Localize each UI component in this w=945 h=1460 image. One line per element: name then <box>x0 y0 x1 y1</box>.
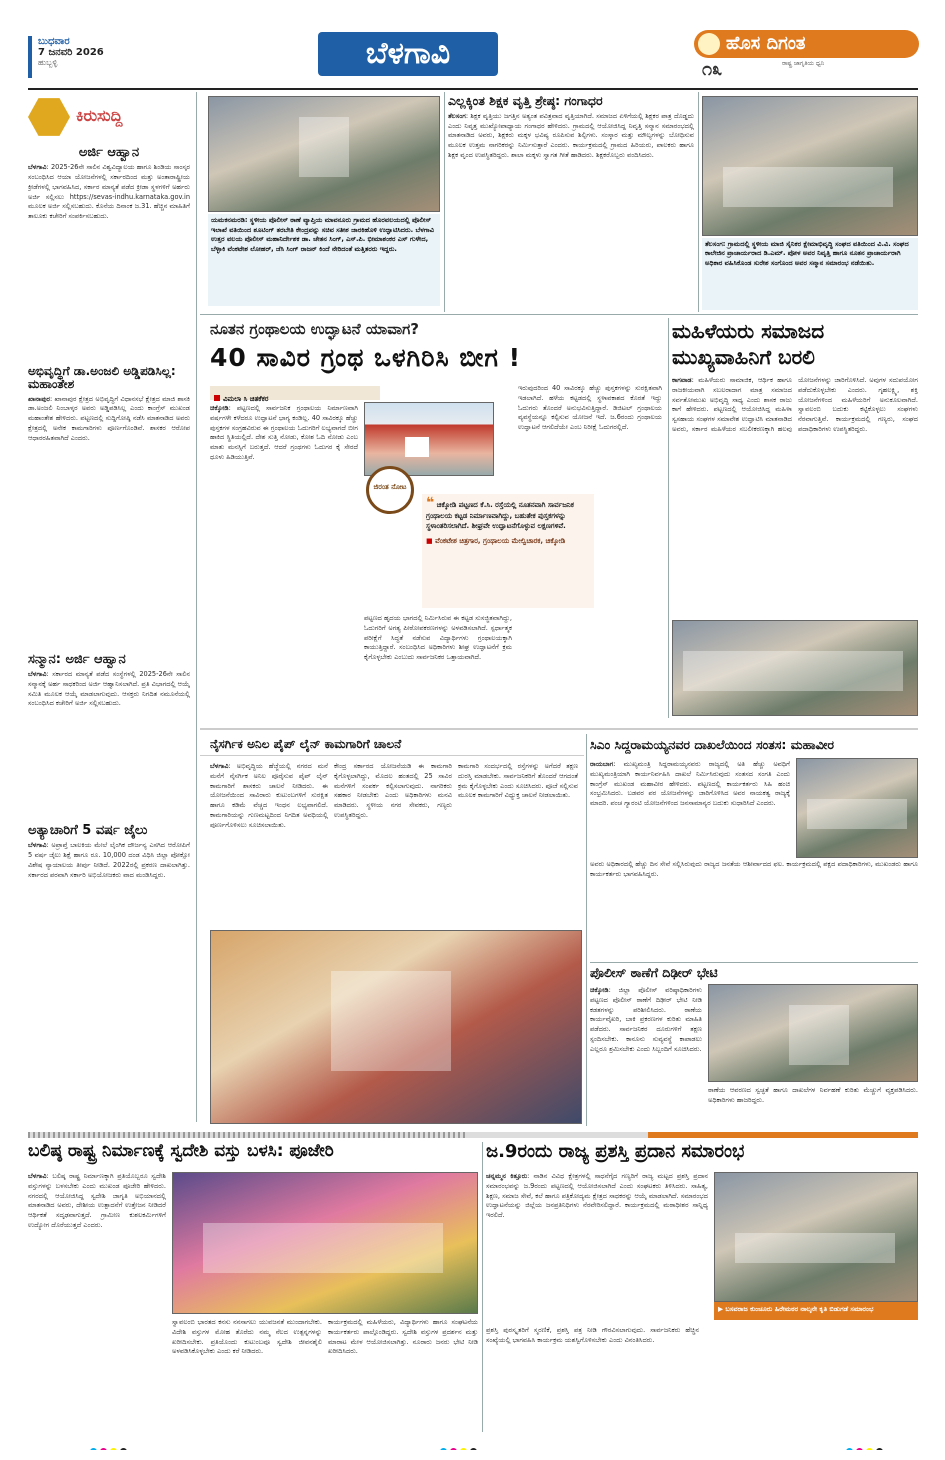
pen-icon <box>214 395 220 401</box>
quote-icon: ❝ <box>426 495 435 511</box>
book-release-photo <box>714 1172 918 1302</box>
story-body-cont: ಅವರು ಅಧಿಕಾರದಲ್ಲಿ ಹೆಚ್ಚು ದಿನ ಸೇವೆ ಸಲ್ಲಿಸಿರುವುದು ರಾಜ್ಯದ ಜನತೆಯ ಆಶೀರ್ವಾದದ ಫಲ. ಕಾರ್ಯಕ್ರಮದಲ್ಲಿ ಪಕ್ಷದ ಪದಾಧಿಕಾರಿಗಳು, ಮುಖಂಡರು ಹಾಗೂ ಕಾರ್ಯಕರ್ತರು ಭಾಗವಹಿಸಿದ್ದರು. <box>590 860 918 878</box>
byline-text: ವಿಮಲಾ ಸಿ ಚಿತಕೆಕರ <box>223 395 269 403</box>
story-body-cont: ಠಾಣೆಯ ಆವರಣದ ಸ್ವಚ್ಛತೆ ಹಾಗೂ ದಾಖಲೆಗಳ ನಿರ್ವಹಣೆ ಕುರಿತು ಮೆಚ್ಚುಗೆ ವ್ಯಕ್ತಪಡಿಸಿದರು. ಅಧಿಕಾರಿಗಳು ಹಾಜರಿದ್ದರು. <box>708 1086 918 1104</box>
story-place: ಚಿಕ್ಕೋಡಿ <box>590 986 609 994</box>
registration-marks-center <box>440 1440 520 1450</box>
date-label: 7 ಜನವರಿ 2026 <box>38 47 104 58</box>
police-visit-photo <box>708 984 918 1082</box>
day-label: ಬುಧವಾರ <box>38 36 70 47</box>
story-place: ಚಿಕ್ಕೋಡಿ <box>210 404 229 412</box>
brief-text: ಖಾನಾಪುರ ಕ್ಷೇತ್ರದ ಅಭಿವೃದ್ಧಿಗೆ ವಿಧಾನಸಭೆ ಕ್ಷೇತ್ರದ ಮಾಜಿ ಶಾಸಕಿ ಡಾ.ಅಂಜಲಿ ನಿಂಬಾಳ್ಕರ ಅವರು ಅಡ್ಡಿಪಡಿಸಿಲ್ಲ ಎಂದು ಕಾಂಗ್ರೆಸ್ ಮುಖಂಡ ಮಹಾಂತೇಶ ಹೇಳಿದರು. ಪಟ್ಟಣದಲ್ಲಿ ಸುದ್ದಿಗೋಷ್ಠಿ ನಡೆಸಿ ಮಾತನಾಡಿದ ಅವರು ಕ್ಷೇತ್ರದಲ್ಲಿ ಅನೇಕ ಕಾಮಗಾರಿಗಳು ಪೂರ್ಣಗೊಂಡಿವೆ. ಶಾಸಕರ ಆರೋಪ ಆಧಾರರಹಿತವಾಗಿದೆ ಎಂದರು. <box>28 394 190 442</box>
swadeshi-col3: ಕಾರ್ಯಕ್ರಮದಲ್ಲಿ ಮಹಿಳೆಯರು, ವಿದ್ಯಾರ್ಥಿಗಳು ಹಾಗೂ ಸಂಘಟನೆಯ ಕಾರ್ಯಕರ್ತರು ಪಾಲ್ಗೊಂಡಿದ್ದರು. ಸ್ವದೇಶಿ ವಸ್ತುಗಳ ಪ್ರದರ್ಶನ ಮತ್ತು ಮಾರಾಟ ಮೇಳ ಆಯೋಜಿಸಲಾಗಿತ್ತು. ನೂರಾರು ಜನರು ಭೇಟಿ ನೀಡಿ ಖರೀದಿಸಿದರು. <box>328 1318 478 1356</box>
shooting-range-photo <box>208 96 440 212</box>
section-banner <box>318 32 498 76</box>
brief-text: 2025-26ನೇ ಸಾಲಿನ ವಿಶ್ವವಿದ್ಯಾಲಯ ಹಾಗೂ ಶಿಂಡಿಯ ಸಾಂಸ್ಕರ ಸಂಬಂಧಿಸಿದ ಆಯಾ ಯೋಜನೆಗಳಲ್ಲಿ ಸರ್ಕಾರದಿಂದ ಮತ್ತು ಅಂತಾರಾಷ್ಟ್ರೀಯ ಕ್ರೀಡೆಗಳಲ್ಲಿ ಭಾಗವಹಿಸಿದ, ಸರ್ಕಾರ ಮಾನ್ಯತೆ ಪಡೆದ ಕ್ರೀಡಾ ಸ್ಥಳಗಳಿಗೆ ಅರ್ಹರು ಅರ್ಜಿ ಸಲ್ಲಿಸಲು https://sevas-indhu.karnataka.gov.in ಮೂಲಕ ಅರ್ಜಿ ಸಲ್ಲಿಸಬಹುದು. ಕೊನೆಯ ದಿನಾಂಕ ಜ.31. ಹೆಚ್ಚಿನ ಮಾಹಿತಿಗೆ ತಾಲೂಕು ಕಚೇರಿಗೆ ಸಂಪರ್ಕಿಸಬಹುದು. <box>28 163 190 221</box>
photo-caption: ಯಮಕನಮರಡಿ: ಸ್ಥಳೀಯ ಪೊಲೀಸ್ ಠಾಣೆ ವ್ಯಾಪ್ತಿಯ ಮಾವನೂರು ಗ್ರಾಮದ ಹೊರವಲಯದಲ್ಲಿ ಪೊಲೀಸ್ ಇಲಾಖೆ ವತಿಯಿಂದ ಶೂಟಿಂಗ್ ತರಬೇತಿ ಕೇಂದ್ರವನ್ನು ಸಚಿವ ಸತೀಶ ಜಾರಕಿಹೊಳಿ ಉದ್ಘಾಟಿಸಿದರು. ಬೆಳಗಾವಿ ಉತ್ತರ ವಲಯ ಪೊಲೀಸ್ ಮಹಾನಿರ್ದೇಶಕ ಡಾ. ಚೇತನ ಸಿಂಗ್, ಎಸ್.ಪಿ. ಭೀಮಾಶಂಕರ ಎಸ್ ಗುಳೇದ, ಬೆಳ್ಳಾಕಿ ವೆಂಕಟೇಶ ಲೋಹರ್, ಜೆಸಿ ಸಿಂಗ್ ರಾಜನ್ ಕಿಂದೆ ನೇರಿದಂತೆ ಮತ್ತಿತರರು ಇದ್ದರು. <box>208 214 440 306</box>
award-story <box>486 1142 918 1432</box>
brand-block <box>694 30 919 82</box>
quote-text: ಚಿಕ್ಕೋಡಿ ಪಟ್ಟಣದ ಕೆ.ಸಿ. ರಸ್ತೆಯಲ್ಲಿ ನೂತನವಾಗಿ ಸಾರ್ವಜನಿಕ ಗ್ರಂಥಾಲಯ ಕಟ್ಟಡ ನಿರ್ಮಾಣವಾಗಿದ್ದು, ಬಹುತೇಕ ಪುಸ್ತಕಗಳನ್ನು ಸ್ಥಳಾಂತರಿಸಲಾಗಿದೆ. ಶೀಘ್ರವೇ ಉದ್ಘಾಟನೆಗೊಳ್ಳುವ ಲಕ್ಷಣಗಳಿವೆ. <box>426 501 574 530</box>
brand-logo <box>694 30 919 58</box>
brief-text: ಸರ್ಕಾರದ ಮಾನ್ಯತೆ ಪಡೆದ ಸಂಸ್ಥೆಗಳಲ್ಲಿ 2025-26ನೇ ಸಾಲಿನ ಸನ್ಮಾನಕ್ಕೆ ಅರ್ಹ ಸಾಧಕರಿಂದ ಅರ್ಜಿ ಆಹ್ವಾನಿಸಲಾಗಿದೆ. ಪ್ರತಿ ವಿಭಾಗದಲ್ಲಿ ಆಯ್ಕೆ ಸಮಿತಿ ಮೂಲಕ ಆಯ್ಕೆ ಮಾಡಲಾಗುವುದು. ಆಸಕ್ತರು ನಿಗದಿತ ನಮೂನೆಯಲ್ಲಿ ಸಂಬಂಧಿಸಿದ ಕಚೇರಿಗೆ ಅರ್ಜಿ ಸಲ್ಲಿಸಬಹುದು. <box>28 669 190 708</box>
photo-caption: ತೆಲಸಂಗ: ಗ್ರಾಮದಲ್ಲಿ ಸ್ಥಳೀಯ ಮಾಜಿ ಸೈನಿಕರ ಕ್ಷೇಮಾಭಿವೃದ್ಧಿ ಸಂಘದ ವತಿಯಿಂದ ವಿ.ವಿ. ಸಂಘದ ಕಾಲೇಜಿನ ಪ್ರಾಚಾರ್ಯರಾದ ಡಿ.ಎಮ್. ಪೋಳ ಅವರ ನಿವೃತ್ತಿ ಹಾಗೂ ನೂತನ ಪ್ರಾಚಾರ್ಯರಾಗಿ ಅಧಿಕಾರ ವಹಿಸಿಕೊಂಡ ಸುರೇಶ ಸಂಗೊಂದ ಅವರ ಸನ್ಮಾನ ಸಮಾರಂಭ ನಡೆಯಿತು. <box>702 238 918 310</box>
city-label: ಹುಬ್ಬಳ್ಳಿ <box>38 58 58 67</box>
teacher-story <box>448 94 694 310</box>
story-body: ಚಿಕ್ಕೋಡಿ: ಜಿಲ್ಲಾ ಪೊಲೀಸ್ ವರಿಷ್ಠಾಧಿಕಾರಿಗಳು ಪಟ್ಟಣದ ಪೊಲೀಸ್ ಠಾಣೆಗೆ ದಿಢೀರ್ ಭೇಟಿ ನೀಡಿ ಕಡತಗಳನ್ನು ಪರಿಶೀಲಿಸಿದರು. ಠಾಣೆಯ ಕಾರ್ಯವೈಖರಿ, ಬಾಕಿ ಪ್ರಕರಣಗಳ ಕುರಿತು ಮಾಹಿತಿ ಪಡೆದರು. ಸಾರ್ವಜನಿಕರ ದೂರುಗಳಿಗೆ ತಕ್ಷಣ ಸ್ಪಂದಿಸಬೇಕು. ಕಾನೂನು ಸುವ್ಯವಸ್ಥೆ ಕಾಪಾಡಲು ಎಲ್ಲರೂ ಶ್ರಮಿಸಬೇಕು ಎಂದು ಸಿಬ್ಬಂದಿಗೆ ಸೂಚಿಸಿದರು. <box>590 986 702 1053</box>
cm-celebration-photo <box>796 758 918 858</box>
pipeline-story <box>200 734 584 1126</box>
story-place: ಬೆಳಗಾವಿ <box>210 762 229 770</box>
section-title: ಬೆಳಗಾವಿ <box>365 36 451 71</box>
brief-4 <box>28 824 190 1122</box>
library-col3: ಇರುವುದರಿಂದ 40 ಸಾವಿರಕ್ಕೂ ಹೆಚ್ಚು ಪುಸ್ತಕಗಳನ್ನು ಸುರಕ್ಷಿತವಾಗಿ ಇಡಲಾಗಿದೆ. ಹಳೆಯ ಕಟ್ಟಡದಲ್ಲಿ ಸ್ಥಳಾವಕಾಶದ ಕೊರತೆ ಇದ್ದು ಓದುಗರು ತೊಂದರೆ ಅನುಭವಿಸುತ್ತಿದ್ದಾರೆ. ಡಿಜಿಟಲ್ ಗ್ರಂಥಾಲಯ ವ್ಯವಸ್ಥೆಯನ್ನೂ ಕಲ್ಪಿಸುವ ಯೋಜನೆ ಇದೆ. ಜ.6ರಂದು ಗ್ರಂಥಾಲಯ ಉದ್ಘಾಟನೆ ಆಗಲಿದೆಯೇ ಎಂಬ ನಿರೀಕ್ಷೆ ಓದುಗರಲ್ಲಿದೆ. <box>518 384 662 432</box>
library-story <box>200 318 666 718</box>
story-place: ಕಾಗವಾಡ <box>672 376 692 384</box>
story-body: ರಾಯಬಾಗ: ಮುಖ್ಯಮಂತ್ರಿ ಸಿದ್ದರಾಮಯ್ಯನವರು ರಾಜ್ಯದಲ್ಲಿ ಅತಿ ಹೆಚ್ಚು ಅವಧಿಗೆ ಮುಖ್ಯಮಂತ್ರಿಯಾಗಿ ಕಾರ್ಯನಿರ್ವಹಿಸಿ ದಾಖಲೆ ನಿರ್ಮಿಸಿರುವುದು ಸಂತಸದ ಸಂಗತಿ ಎಂದು ಕಾಂಗ್ರೆಸ್ ಮುಖಂಡ ಮಹಾವೀರ ಹೇಳಿದರು. ಪಟ್ಟಣದಲ್ಲಿ ಕಾರ್ಯಕರ್ತರು ಸಿಹಿ ಹಂಚಿ ಸಂಭ್ರಮಿಸಿದರು. ಬಡವರ ಪರ ಯೋಜನೆಗಳನ್ನು ಜಾರಿಗೊಳಿಸಿದ ಅವರ ನಾಯಕತ್ವ ರಾಜ್ಯಕ್ಕೆ ಮಾದರಿ. ಪಂಚ ಗ್ಯಾರಂಟಿ ಯೋಜನೆಗಳಿಂದ ಜನಸಾಮಾನ್ಯರ ಬದುಕು ಸುಧಾರಿಸಿದೆ ಎಂದರು. <box>590 760 790 808</box>
brief-place: ಖಾನಾಪುರ <box>28 394 50 403</box>
story-place: ತೆಲಸಂಗ <box>448 111 466 120</box>
story-headline: ಮಹಿಳೆಯರು ಸಮಾಜದ ಮುಖ್ಯವಾಹಿನಿಗೆ ಬರಲಿ <box>672 319 825 369</box>
library-col2: ಪಟ್ಟಣದ ಹೃದಯ ಭಾಗದಲ್ಲಿ ನಿರ್ಮಿಸಿರುವ ಈ ಕಟ್ಟಡ ಸುಸಜ್ಜಿತವಾಗಿದ್ದು, ಓದುಗರಿಗೆ ಅಗತ್ಯ ಪೀಠೋಪಕರಣಗಳನ್ನು ಅಳವಡಿಸಲಾಗಿದೆ. ಸ್ಪರ್ಧಾತ್ಮಕ ಪರೀಕ್ಷೆಗೆ ಸಿದ್ಧತೆ ನಡೆಸುವ ವಿದ್ಯಾರ್ಥಿಗಳು ಗ್ರಂಥಾಲಯಕ್ಕಾಗಿ ಕಾಯುತ್ತಿದ್ದಾರೆ. ಸಂಬಂಧಿಸಿದ ಅಧಿಕಾರಿಗಳು ಶೀಘ್ರ ಉದ್ಘಾಟನೆಗೆ ಕ್ರಮ ಕೈಗೊಳ್ಳಬೇಕು ಎಂಬುದು ಸಾರ್ವಜನಿಕರ ಒತ್ತಾಯವಾಗಿದೆ. <box>364 614 512 662</box>
library-col1: ಚಿಕ್ಕೋಡಿ: ಪಟ್ಟಣದಲ್ಲಿ ಸಾರ್ವಜನಿಕ ಗ್ರಂಥಾಲಯ ನಿರ್ಮಾಣವಾಗಿ ವರ್ಷಗಳೇ ಕಳೆದರೂ ಉದ್ಘಾಟನೆ ಭಾಗ್ಯ ಕಂಡಿಲ್ಲ. 40 ಸಾವಿರಕ್ಕೂ ಹೆಚ್ಚು ಪುಸ್ತಕಗಳ ಸಂಗ್ರಹವಿರುವ ಈ ಗ್ರಂಥಾಲಯ ಓದುಗರಿಗೆ ಲಭ್ಯವಾಗದೆ ಬೀಗ ಹಾಕಿದ ಸ್ಥಿತಿಯಲ್ಲಿದೆ. ದೇಶ ಸುತ್ತಿ ನೋಡು, ಕೋಶ ಓದಿ ನೋಡು ಎಂಬ ಮಾತು ಮನಸ್ಸಿಗೆ ಬರುತ್ತದೆ. ಆದರೆ ಗ್ರಂಥಗಳು ಓದುಗರ ಕೈ ಸೇರದೆ ಧೂಳು ಹಿಡಿಯುತ್ತಿವೆ. <box>210 404 358 461</box>
stamp-text: ಜಿರಂತ ನೋಟ <box>373 483 407 491</box>
story-body: ಕಾಗವಾಡ: ಮಹಿಳೆಯರು ಸಾಮಾಜಿಕ, ಆರ್ಥಿಕ ಹಾಗೂ ರಾಜಕೀಯವಾಗಿ ಸಬಲರಾದಾಗ ಮಾತ್ರ ಸಮಾಜದ ಸರ್ವತೋಮುಖ ಅಭಿವೃದ್ಧಿ ಸಾಧ್ಯ ಎಂದು ಶಾಸಕ ರಾಜು ಕಾಗೆ ಹೇಳಿದರು. ಪಟ್ಟಣದಲ್ಲಿ ಆಯೋಜಿಸಿದ್ದ ಮಹಿಳಾ ಸ್ವಸಹಾಯ ಸಂಘಗಳ ಸಮಾವೇಶ ಉದ್ಘಾಟಿಸಿ ಮಾತನಾಡಿದ ಅವರು, ಸರ್ಕಾರ ಮಹಿಳೆಯರ ಸಬಲೀಕರಣಕ್ಕಾಗಿ ಹಲವು ಯೋಜನೆಗಳನ್ನು ಜಾರಿಗೊಳಿಸಿದೆ. ಅವುಗಳ ಸದುಪಯೋಗ ಪಡೆದುಕೊಳ್ಳಬೇಕು ಎಂದರು. ಗೃಹಲಕ್ಷ್ಮಿ, ಶಕ್ತಿ ಯೋಜನೆಗಳಿಂದ ಮಹಿಳೆಯರಿಗೆ ಅನುಕೂಲವಾಗಿದೆ. ಸ್ವಾವಲಂಬಿ ಬದುಕು ಕಟ್ಟಿಕೊಳ್ಳಲು ಸಂಘಗಳು ನೆರವಾಗುತ್ತಿವೆ. ಕಾರ್ಯಕ್ರಮದಲ್ಲಿ ಗಣ್ಯರು, ಸಂಘದ ಪದಾಧಿಕಾರಿಗಳು ಉಪಸ್ಥಿತರಿದ್ದರು. <box>672 376 918 433</box>
swadeshi-group-photo <box>172 1172 478 1314</box>
brief-headline: ಸನ್ಮಾನ: ಅರ್ಜಿ ಆಹ್ವಾನ <box>28 651 126 667</box>
kirusuddi-header <box>28 96 188 140</box>
masthead <box>0 0 945 88</box>
brief-3 <box>28 653 190 820</box>
library-kicker: ನೂತನ ಗ್ರಂಥಾಲಯ ಉದ್ಘಾಟನೆ ಯಾವಾಗ? <box>210 320 419 338</box>
story-place: ಬೆಳಗಾವಿ <box>28 1172 47 1180</box>
story-headline: ನೈಸರ್ಗಿಕ ಅನಿಲ ಪೈಪ್ ಲೈನ್ ಕಾಮಗಾರಿಗೆ ಚಾಲನೆ <box>200 734 584 756</box>
tagline: ರಾಷ್ಟ್ರ ಜಾಗೃತಿಯ ಧ್ವನಿ <box>782 60 825 67</box>
sidebar-column <box>28 146 190 1122</box>
swadeshi-col2: ಸ್ವಾವಲಂಬಿ ಭಾರತದ ಕನಸು ನನಸಾಗಲು ಯುವಜನತೆ ಮುಂದಾಗಬೇಕು. ವಿದೇಶಿ ವಸ್ತುಗಳ ಮೋಹ ತೊರೆದು ನಮ್ಮ ನೆಲದ ಉತ್ಪನ್ನಗಳನ್ನು ಖರೀದಿಸಬೇಕು. ಪ್ರತಿಯೊಂದು ಕುಟುಂಬವೂ ಸ್ವದೇಶಿ ಜೀವನಶೈಲಿ ಅಳವಡಿಸಿಕೊಳ್ಳಬೇಕು ಎಂದು ಕರೆ ನೀಡಿದರು. <box>172 1318 322 1356</box>
date-block <box>28 36 138 78</box>
hand-icon <box>28 96 70 138</box>
stamp-badge <box>366 466 414 514</box>
brief-headline: ಅರ್ಜಿ ಆಹ್ವಾನ <box>78 146 140 160</box>
brief-body: ಬೆಳಗಾವಿ: 2025-26ನೇ ಸಾಲಿನ ವಿಶ್ವವಿದ್ಯಾಲಯ ಹಾಗೂ ಶಿಂಡಿಯ ಸಾಂಸ್ಕರ ಸಂಬಂಧಿಸಿದ ಆಯಾ ಯೋಜನೆಗಳಲ್ಲಿ ಸರ್ಕಾರದಿಂದ ಮತ್ತು ಅಂತಾರಾಷ್ಟ್ರೀಯ ಕ್ರೀಡೆಗಳಲ್ಲಿ ಭಾಗವಹಿಸಿದ, ಸರ್ಕಾರ ಮಾನ್ಯತೆ ಪಡೆದ ಕ್ರೀಡಾ ಸ್ಥಳಗಳಿಗೆ ಅರ್ಹರು ಅರ್ಜಿ ಸಲ್ಲಿಸಲು https://sevas-indhu.karnataka.gov.in ಮೂಲಕ ಅರ್ಜಿ ಸಲ್ಲಿಸಬಹುದು. ಕೊನೆಯ ದಿನಾಂಕ ಜ.31. ಹೆಚ್ಚಿನ ಮಾಹಿತಿಗೆ ತಾಲೂಕು ಕಚೇರಿಗೆ ಸಂಪರ್ಕಿಸಬಹುದು. <box>28 163 190 221</box>
story-body: ಚನ್ನಮ್ಮನ ಕಿತ್ತೂರು: ನಾಡಿನ ವಿವಿಧ ಕ್ಷೇತ್ರಗಳಲ್ಲಿ ಸಾಧನೆಗೈದ ಗಣ್ಯರಿಗೆ ರಾಜ್ಯ ಮಟ್ಟದ ಪ್ರಶಸ್ತಿ ಪ್ರದಾನ ಸಮಾರಂಭವನ್ನು ಜ.9ರಂದು ಪಟ್ಟಣದಲ್ಲಿ ಆಯೋಜಿಸಲಾಗಿದೆ ಎಂದು ಸಂಘಟಕರು ತಿಳಿಸಿದರು. ಸಾಹಿತ್ಯ, ಶಿಕ್ಷಣ, ಸಮಾಜ ಸೇವೆ, ಕಲೆ ಹಾಗೂ ಪತ್ರಿಕೋದ್ಯಮ ಕ್ಷೇತ್ರದ ಸಾಧಕರನ್ನು ಆಯ್ಕೆ ಮಾಡಲಾಗಿದೆ. ಸಮಾರಂಭದ ಉದ್ಘಾಟನೆಯನ್ನು ಜಿಲ್ಲೆಯ ಜನಪ್ರತಿನಿಧಿಗಳು ನೆರವೇರಿಸಲಿದ್ದಾರೆ. ಕಾರ್ಯಕ್ರಮದಲ್ಲಿ ಮಠಾಧೀಶರ ಸಾನ್ನಿಧ್ಯ ಇರಲಿದೆ. <box>486 1172 708 1220</box>
brief-place: ಬೆಳಗಾವಿ <box>28 163 47 172</box>
story-body-cont: ಪ್ರಶಸ್ತಿ ಪುರಸ್ಕೃತರಿಗೆ ಸ್ಮರಣಿಕೆ, ಪ್ರಶಸ್ತಿ ಪತ್ರ ನೀಡಿ ಗೌರವಿಸಲಾಗುವುದು. ಸಾರ್ವಜನಿಕರು ಹೆಚ್ಚಿನ ಸಂಖ್ಯೆಯಲ್ಲಿ ಭಾಗವಹಿಸಿ ಕಾರ್ಯಕ್ರಮ ಯಶಸ್ವಿಗೊಳಿಸಬೇಕು ಎಂದು ವಿನಂತಿಸಿದರು. <box>486 1326 699 1344</box>
library-headline: 40 ಸಾವಿರ ಗ್ರಂಥ ಒಳಗಿರಿಸಿ ಬೀಗ ! <box>210 343 522 372</box>
brief-headline: ಅಭಿವೃದ್ಧಿಗೆ ಡಾ.ಅಂಜಲಿ ಅಡ್ಡಿಪಡಿಸಿಲ್ಲ: ಮಹಾಂತೇಶ <box>28 364 176 392</box>
story-headline: ಬಲಿಷ್ಠ ರಾಷ್ಟ್ರ ನಿರ್ಮಾಣಕ್ಕೆ ಸ್ವದೇಶಿ ವಸ್ತು ಬಳಸಿ: ಪೂಜೇರಿ <box>28 1142 334 1161</box>
brief-place: ಬೆಳಗಾವಿ <box>28 841 47 850</box>
paper-name: ಹೊಸ ದಿಗಂತ <box>726 33 806 54</box>
brief-text: ಅಪ್ರಾಪ್ತೆ ಬಾಲಕಿಯ ಮೇಲೆ ಲೈಂಗಿಕ ದೌರ್ಜನ್ಯ ಎಸಗಿದ ಆರೋಪಿಗೆ 5 ವರ್ಷ ಜೈಲು ಶಿಕ್ಷೆ ಹಾಗೂ ರೂ. 10,000 ದಂಡ ವಿಧಿಸಿ ಜಿಲ್ಲಾ ಪೋಕ್ಸೋ ವಿಶೇಷ ನ್ಯಾಯಾಲಯ ತೀರ್ಪು ನೀಡಿದೆ. 2022ರಲ್ಲಿ ಪ್ರಕರಣ ದಾಖಲಾಗಿತ್ತು. ಸರ್ಕಾರದ ಪರವಾಗಿ ಸರ್ಕಾರಿ ಅಭಿಯೋಜಕರು ವಾದ ಮಂಡಿಸಿದ್ದರು. <box>28 841 190 879</box>
sun-icon <box>698 33 720 55</box>
story-text: ಶಿಕ್ಷಕ ವೃತ್ತಿಯು ಜಗತ್ತಿನ ಅತ್ಯಂತ ಪವಿತ್ರವಾದ ವೃತ್ತಿಯಾಗಿದೆ. ಸಮಾಜದ ಏಳಿಗೆಯಲ್ಲಿ ಶಿಕ್ಷಕರ ಪಾತ್ರ ದೊಡ್ಡದು ಎಂದು ನಿವೃತ್ತ ಮುಖ್ಯೋಪಾಧ್ಯಾಯ ಗಂಗಾಧರ ಹೇಳಿದರು. ಗ್ರಾಮದಲ್ಲಿ ಆಯೋಜಿಸಿದ್ದ ನಿವೃತ್ತಿ ಸನ್ಮಾನ ಸಮಾರಂಭದಲ್ಲಿ ಮಾತನಾಡಿದ ಅವರು, ಶಿಕ್ಷಕರು ಮಕ್ಕಳ ಭವಿಷ್ಯ ರೂಪಿಸುವ ಶಿಲ್ಪಿಗಳು. ಸಂಸ್ಕಾರ ಮತ್ತು ಮೌಲ್ಯಗಳನ್ನು ಬೋಧಿಸುವ ಮೂಲಕ ಉತ್ತಮ ನಾಗರಿಕರನ್ನು ನಿರ್ಮಿಸುತ್ತಾರೆ ಎಂದರು. ಕಾರ್ಯಕ್ರಮದಲ್ಲಿ ಗ್ರಾಮದ ಹಿರಿಯರು, ಪಾಲಕರು ಹಾಗೂ ಶಿಕ್ಷಕ ವೃಂದ ಉಪಸ್ಥಿತರಿದ್ದರು. ಶಾಲಾ ಮಕ್ಕಳು ಸ್ವಾಗತ ಗೀತೆ ಹಾಡಿದರು. ಶಿಕ್ಷಕರೊಬ್ಬರು ವಂದಿಸಿದರು. <box>448 111 694 159</box>
brief-body: ಬೆಳಗಾವಿ: ಅಪ್ರಾಪ್ತೆ ಬಾಲಕಿಯ ಮೇಲೆ ಲೈಂಗಿಕ ದೌರ್ಜನ್ಯ ಎಸಗಿದ ಆರೋಪಿಗೆ 5 ವರ್ಷ ಜೈಲು ಶಿಕ್ಷೆ ಹಾಗೂ ರೂ. 10,000 ದಂಡ ವಿಧಿಸಿ ಜಿಲ್ಲಾ ಪೋಕ್ಸೋ ವಿಶೇಷ ನ್ಯಾಯಾಲಯ ತೀರ್ಪು ನೀಡಿದೆ. 2022ರಲ್ಲಿ ಪ್ರಕರಣ ದಾಖಲಾಗಿತ್ತು. ಸರ್ಕಾರದ ಪರವಾಗಿ ಸರ್ಕಾರಿ ಅಭಿಯೋಜಕರು ವಾದ ಮಂಡಿಸಿದ್ದರು. <box>28 841 190 879</box>
story-place: ಚನ್ನಮ್ಮನ ಕಿತ್ತೂರು <box>486 1172 528 1180</box>
story-place: ರಾಯಬಾಗ <box>590 760 614 768</box>
story-headline: ಜ.9ರಂದು ರಾಜ್ಯ ಪ್ರಶಸ್ತಿ ಪ್ರದಾನ ಸಮಾರಂಭ <box>486 1142 745 1162</box>
section-divider <box>28 1132 918 1138</box>
bullet-icon: ■ <box>426 536 433 545</box>
sidebar-divider <box>196 92 197 1122</box>
registration-marks-right <box>846 1440 926 1450</box>
brief-1 <box>28 146 190 361</box>
kirusuddi-title: ಕಿರುಸುದ್ದಿ <box>76 106 123 125</box>
pipeline-col3: ಕಾಮಗಾರಿ ಸಂದರ್ಭದಲ್ಲಿ ರಸ್ತೆಗಳನ್ನು ಅಗೆದರೆ ತಕ್ಷಣ ದುರಸ್ತಿ ಮಾಡಬೇಕು. ಸಾರ್ವಜನಿಕರಿಗೆ ತೊಂದರೆ ಆಗದಂತೆ ಕ್ರಮ ಕೈಗೊಳ್ಳಬೇಕು ಎಂದು ಸೂಚಿಸಿದರು. ಪೂಜೆ ಸಲ್ಲಿಸುವ ಮೂಲಕ ಕಾಮಗಾರಿಗೆ ವಿಧ್ಯುಕ್ತ ಚಾಲನೆ ನೀಡಲಾಯಿತು. <box>458 762 578 800</box>
police-story <box>590 966 918 1126</box>
story-headline: ಸಿಎಂ ಸಿದ್ದರಾಮಯ್ಯನವರ ದಾಖಲೆಯಿಂದ ಸಂತಸ: ಮಹಾವೀರ <box>590 737 834 752</box>
pipeline-puja-photo <box>210 930 582 1124</box>
registration-marks-left <box>90 1440 170 1450</box>
pipeline-col2: ಕೇಂದ್ರ ಸರ್ಕಾರದ ಯೋಜನೆಯಡಿ ಈ ಕಾಮಗಾರಿ ಕೈಗೊಳ್ಳಲಾಗಿದ್ದು, ಮೊದಲ ಹಂತದಲ್ಲಿ 25 ಸಾವಿರ ಮನೆಗಳಿಗೆ ಸಂಪರ್ಕ ಕಲ್ಪಿಸಲಾಗುವುದು. ನಾಗರಿಕರು ಸಹಕಾರ ನೀಡಬೇಕು ಎಂದು ಅಧಿಕಾರಿಗಳು ಮನವಿ ಮಾಡಿದರು. ಸ್ಥಳೀಯ ನಗರ ಸೇವಕರು, ಗಣ್ಯರು ಉಪಸ್ಥಿತರಿದ್ದರು. <box>334 762 452 819</box>
brief-body: ಖಾನಾಪುರ: ಖಾನಾಪುರ ಕ್ಷೇತ್ರದ ಅಭಿವೃದ್ಧಿಗೆ ವಿಧಾನಸಭೆ ಕ್ಷೇತ್ರದ ಮಾಜಿ ಶಾಸಕಿ ಡಾ.ಅಂಜಲಿ ನಿಂಬಾಳ್ಕರ ಅವರು ಅಡ್ಡಿಪಡಿಸಿಲ್ಲ ಎಂದು ಕಾಂಗ್ರೆಸ್ ಮುಖಂಡ ಮಹಾಂತೇಶ ಹೇಳಿದರು. ಪಟ್ಟಣದಲ್ಲಿ ಸುದ್ದಿಗೋಷ್ಠಿ ನಡೆಸಿ ಮಾತನಾಡಿದ ಅವರು ಕ್ಷೇತ್ರದಲ್ಲಿ ಅನೇಕ ಕಾಮಗಾರಿಗಳು ಪೂರ್ಣಗೊಂಡಿವೆ. ಶಾಸಕರ ಆರೋಪ ಆಧಾರರಹಿತವಾಗಿದೆ ಎಂದರು. <box>28 394 190 442</box>
library-building-photo <box>364 402 494 476</box>
teacher-felicitation-photo <box>702 96 918 236</box>
swadeshi-col1: ಬೆಳಗಾವಿ: ಬಲಿಷ್ಠ ರಾಷ್ಟ್ರ ನಿರ್ಮಾಣಕ್ಕಾಗಿ ಪ್ರತಿಯೊಬ್ಬರೂ ಸ್ವದೇಶಿ ವಸ್ತುಗಳನ್ನು ಬಳಸಬೇಕು ಎಂದು ಮುಖಂಡ ಪೂಜೇರಿ ಹೇಳಿದರು. ನಗರದಲ್ಲಿ ಆಯೋಜಿಸಿದ್ದ ಸ್ವದೇಶಿ ಜಾಗೃತಿ ಅಭಿಯಾನದಲ್ಲಿ ಮಾತನಾಡಿದ ಅವರು, ದೇಶೀಯ ಉತ್ಪಾದನೆಗೆ ಉತ್ತೇಜನ ನೀಡಿದರೆ ಆರ್ಥಿಕತೆ ಸದೃಢವಾಗುತ್ತದೆ. ಗ್ರಾಮೀಣ ಕುಶಲಕರ್ಮಿಗಳಿಗೆ ಉದ್ಯೋಗ ದೊರೆಯುತ್ತದೆ ಎಂದರು. <box>28 1172 166 1229</box>
story-body: ತೆಲಸಂಗ: ಶಿಕ್ಷಕ ವೃತ್ತಿಯು ಜಗತ್ತಿನ ಅತ್ಯಂತ ಪವಿತ್ರವಾದ ವೃತ್ತಿಯಾಗಿದೆ. ಸಮಾಜದ ಏಳಿಗೆಯಲ್ಲಿ ಶಿಕ್ಷಕರ ಪಾತ್ರ ದೊಡ್ಡದು ಎಂದು ನಿವೃತ್ತ ಮುಖ್ಯೋಪಾಧ್ಯಾಯ ಗಂಗಾಧರ ಹೇಳಿದರು. ಗ್ರಾಮದಲ್ಲಿ ಆಯೋಜಿಸಿದ್ದ ನಿವೃತ್ತಿ ಸನ್ಮಾನ ಸಮಾರಂಭದಲ್ಲಿ ಮಾತನಾಡಿದ ಅವರು, ಶಿಕ್ಷಕರು ಮಕ್ಕಳ ಭವಿಷ್ಯ ರೂಪಿಸುವ ಶಿಲ್ಪಿಗಳು. ಸಂಸ್ಕಾರ ಮತ್ತು ಮೌಲ್ಯಗಳನ್ನು ಬೋಧಿಸುವ ಮೂಲಕ ಉತ್ತಮ ನಾಗರಿಕರನ್ನು ನಿರ್ಮಿಸುತ್ತಾರೆ ಎಂದರು. ಕಾರ್ಯಕ್ರಮದಲ್ಲಿ ಗ್ರಾಮದ ಹಿರಿಯರು, ಪಾಲಕರು ಹಾಗೂ ಶಿಕ್ಷಕ ವೃಂದ ಉಪಸ್ಥಿತರಿದ್ದರು. ಶಾಲಾ ಮಕ್ಕಳು ಸ್ವಾಗತ ಗೀತೆ ಹಾಡಿದರು. ಶಿಕ್ಷಕರೊಬ್ಬರು ವಂದಿಸಿದರು. <box>448 111 694 159</box>
page-number: ೧೩ <box>702 59 723 80</box>
quote-source: ■ ವೆಂಕಟೇಶ ಚಿತ್ರಗಾರ, ಗ್ರಂಥಾಲಯ ಮೇಲ್ವಿಚಾರಕ, ಚಿಕ್ಕೋಡಿ <box>426 536 566 545</box>
story-headline: ಪೊಲೀಸ್ ಠಾಣೆಗೆ ದಿಢೀರ್ ಭೇಟಿ <box>590 966 718 980</box>
brief-place: ಬೆಳಗಾವಿ <box>28 669 47 678</box>
women-event-photo <box>672 620 918 716</box>
library-byline <box>210 386 380 403</box>
photo-caption: ▶ ಬಸವರಾಜ ಕುಂಚೂರು ಹಿರೇಮಠರ ನಾಲ್ಕನೇ ಕೃತಿ ಬಿಡುಗಡೆ ಸಮಾರಂಭ <box>714 1302 918 1320</box>
pipeline-col1: ಬೆಳಗಾವಿ: ಅಭಿವೃದ್ಧಿಯ ಹೆಜ್ಜೆಯಲ್ಲಿ ನಗರದ ಮನೆ ಮನೆಗೆ ನೈಸರ್ಗಿಕ ಅನಿಲ ಪೂರೈಸುವ ಪೈಪ್ ಲೈನ್ ಕಾಮಗಾರಿಗೆ ಶಾಸಕರು ಚಾಲನೆ ನೀಡಿದರು. ಈ ಯೋಜನೆಯಿಂದ ಸಾವಿರಾರು ಕುಟುಂಬಗಳಿಗೆ ಸುರಕ್ಷಿತ ಹಾಗೂ ಕಡಿಮೆ ವೆಚ್ಚದ ಇಂಧನ ಲಭ್ಯವಾಗಲಿದೆ. ಕಾಮಗಾರಿಯನ್ನು ಗುಣಮಟ್ಟದಿಂದ ನಿಗದಿತ ಅವಧಿಯಲ್ಲಿ ಪೂರ್ಣಗೊಳಿಸಲು ಸೂಚಿಸಲಾಯಿತು. <box>210 762 328 829</box>
triangle-icon: ▶ <box>718 1305 724 1313</box>
story-headline: ಎಲ್ಲಕ್ಕಿಂತ ಶಿಕ್ಷಕ ವೃತ್ತಿ ಶ್ರೇಷ್ಠ: ಗಂಗಾಧರ <box>448 94 603 108</box>
cm-story <box>590 734 918 960</box>
women-story <box>672 318 918 718</box>
swadeshi-story <box>28 1142 478 1432</box>
brief-2 <box>28 365 190 648</box>
brief-headline: ಅತ್ಯಾಚಾರಿಗೆ 5 ವರ್ಷ ಜೈಲು <box>28 822 148 838</box>
brief-body: ಬೆಳಗಾವಿ: ಸರ್ಕಾರದ ಮಾನ್ಯತೆ ಪಡೆದ ಸಂಸ್ಥೆಗಳಲ್ಲಿ 2025-26ನೇ ಸಾಲಿನ ಸನ್ಮಾನಕ್ಕೆ ಅರ್ಹ ಸಾಧಕರಿಂದ ಅರ್ಜಿ ಆಹ್ವಾನಿಸಲಾಗಿದೆ. ಪ್ರತಿ ವಿಭಾಗದಲ್ಲಿ ಆಯ್ಕೆ ಸಮಿತಿ ಮೂಲಕ ಆಯ್ಕೆ ಮಾಡಲಾಗುವುದು. ಆಸಕ್ತರು ನಿಗದಿತ ನಮೂನೆಯಲ್ಲಿ ಸಂಬಂಧಿಸಿದ ಕಚೇರಿಗೆ ಅರ್ಜಿ ಸಲ್ಲಿಸಬಹುದು. <box>28 669 190 708</box>
masthead-rule <box>28 88 918 90</box>
